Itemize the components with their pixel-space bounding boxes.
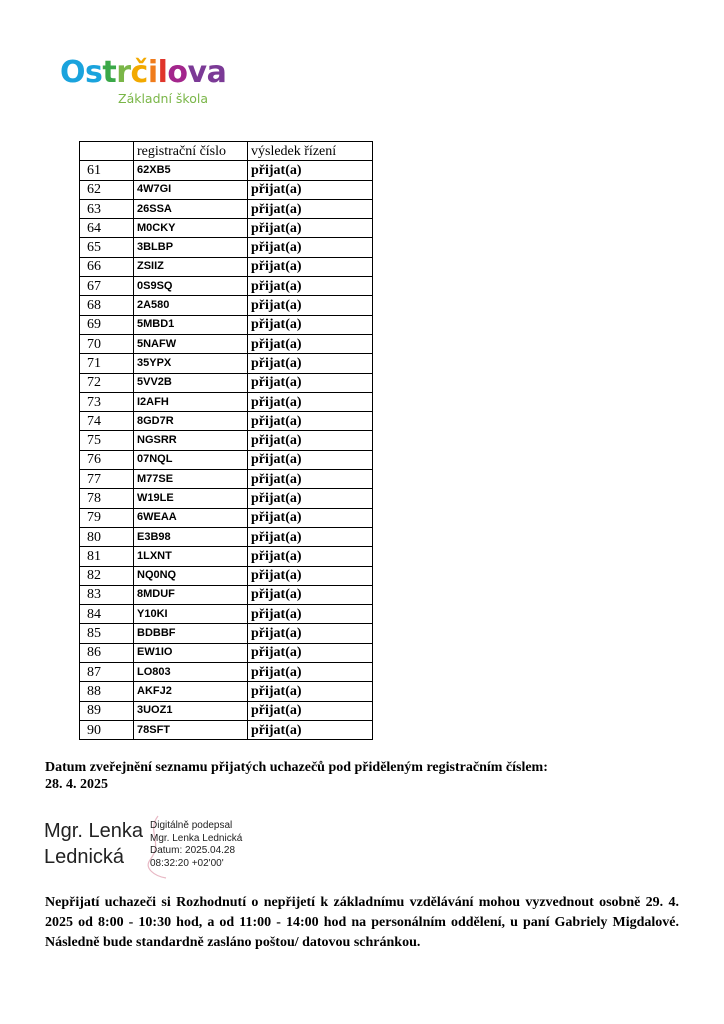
registration-code: 5NAFW [134,334,248,353]
table-row [80,585,373,604]
row-number: 85 [80,624,134,643]
row-number: 73 [80,392,134,411]
notice-paragraph: Nepřijatí uchazeči si Rozhodnutí o nepřijetí k základnímu vzdělávání mohou vyzvednout osobně 29. 4. 2025 od 8:00 - 10:30 hod, a od 11:00 - 14:00 hod na personálním oddělení, u paní Gabriely Migdalové. Následně bude standardně zasláno poštou/ datovou schránkou. [45,895,679,950]
registration-code: Y10KI [134,605,248,624]
column-header-result: výsledek řízení [248,142,373,161]
registration-code: 3UOZ1 [134,701,248,720]
table-row [80,354,373,373]
registration-code: 2A580 [134,296,248,315]
column-header-registration-number: registrační číslo [134,142,248,161]
logo-letter: o [167,55,188,90]
publication-label: Datum zveřejnění seznamu přijatých uchazečů pod přiděleným registračním číslem: [45,760,548,775]
table-row [80,566,373,585]
signature-detail-line: Datum: 2025.04.28 [150,845,236,856]
result: přijat(a) [248,199,373,218]
row-number: 82 [80,566,134,585]
result: přijat(a) [248,720,373,739]
result: přijat(a) [248,238,373,257]
row-number: 61 [80,161,134,180]
result: přijat(a) [248,508,373,527]
registration-code: NGSRR [134,431,248,450]
table-row [80,412,373,431]
result: přijat(a) [248,257,373,276]
logo-subtitle: Základní škola [118,91,208,106]
row-number: 79 [80,508,134,527]
row-number: 75 [80,431,134,450]
registration-code: 26SSA [134,199,248,218]
registration-code: 35YPX [134,354,248,373]
row-number: 87 [80,663,134,682]
table-row [80,431,373,450]
logo-letter: č [130,55,148,90]
result: přijat(a) [248,161,373,180]
registration-table [79,141,373,740]
logo-letter: s [85,55,103,90]
result: přijat(a) [248,566,373,585]
row-number: 67 [80,277,134,296]
result: přijat(a) [248,180,373,199]
table-row [80,277,373,296]
row-number: 71 [80,354,134,373]
result: přijat(a) [248,663,373,682]
result: přijat(a) [248,605,373,624]
table-row [80,605,373,624]
row-number: 64 [80,219,134,238]
table-row [80,334,373,353]
logo-letter: r [116,55,131,90]
table-row [80,663,373,682]
table-row [80,624,373,643]
logo-letter: O [60,55,86,90]
registration-code: 78SFT [134,720,248,739]
signature-details [150,820,242,870]
result: přijat(a) [248,373,373,392]
row-number: 88 [80,682,134,701]
signature-detail-line: 08:32:20 +02'00' [150,857,224,869]
registration-code: 8MDUF [134,585,248,604]
result: přijat(a) [248,296,373,315]
publication-block [45,759,548,793]
logo-letter: t [102,55,117,90]
table-row [80,450,373,469]
registration-code: 07NQL [134,450,248,469]
registration-code: 4W7GI [134,180,248,199]
result: přijat(a) [248,682,373,701]
result: přijat(a) [248,431,373,450]
row-number: 70 [80,334,134,353]
result: přijat(a) [248,527,373,546]
logo-letter: l [157,55,168,90]
registration-code: ZSIIZ [134,257,248,276]
result: přijat(a) [248,392,373,411]
school-logo [60,56,226,106]
result: přijat(a) [248,354,373,373]
table-row [80,489,373,508]
row-number: 81 [80,547,134,566]
row-number: 72 [80,373,134,392]
result: přijat(a) [248,315,373,334]
table-row [80,180,373,199]
registration-code: NQ0NQ [134,566,248,585]
registration-code: BDBBF [134,624,248,643]
row-number: 66 [80,257,134,276]
result: přijat(a) [248,470,373,489]
registration-code: M77SE [134,470,248,489]
row-number: 78 [80,489,134,508]
row-number: 90 [80,720,134,739]
result: přijat(a) [248,277,373,296]
logo-letter: v [187,55,207,90]
registration-code: 8GD7R [134,412,248,431]
result: přijat(a) [248,585,373,604]
registration-code: I2AFH [134,392,248,411]
logo-letter: a [206,55,227,90]
row-number: 74 [80,412,134,431]
result: přijat(a) [248,547,373,566]
table-row [80,315,373,334]
table-row [80,527,373,546]
registration-code: M0CKY [134,219,248,238]
row-number: 65 [80,238,134,257]
table-row [80,373,373,392]
row-number: 89 [80,701,134,720]
table-row [80,508,373,527]
row-number: 83 [80,585,134,604]
table-row [80,701,373,720]
result: přijat(a) [248,334,373,353]
row-number: 80 [80,527,134,546]
registration-code: 3BLBP [134,238,248,257]
result: přijat(a) [248,701,373,720]
table-row [80,547,373,566]
table-row [80,682,373,701]
logo-letter: i [147,55,158,90]
signer-name-line1: Mgr. Lenka [44,820,143,842]
registration-code: AKFJ2 [134,682,248,701]
table-row [80,238,373,257]
column-header-number [80,142,134,161]
signature-detail-line: Mgr. Lenka Lednická [150,832,243,844]
registration-code: 6WEAA [134,508,248,527]
signature-detail-line: Digitálně podepsal [150,820,233,831]
table-row [80,643,373,662]
table-row [80,470,373,489]
result: přijat(a) [248,412,373,431]
table-row [80,720,373,739]
row-number: 84 [80,605,134,624]
result: přijat(a) [248,643,373,662]
result: přijat(a) [248,489,373,508]
result: přijat(a) [248,624,373,643]
table-row [80,257,373,276]
signer-name-line2: Lednická [44,846,125,868]
table-header-row [80,142,373,161]
row-number: 62 [80,180,134,199]
digital-signature [44,818,243,870]
result: přijat(a) [248,219,373,238]
registration-code: 5MBD1 [134,315,248,334]
registration-code: 0S9SQ [134,277,248,296]
table-row [80,392,373,411]
registration-code: 1LXNT [134,547,248,566]
row-number: 86 [80,643,134,662]
logo-wordmark [60,56,226,90]
registration-code: EW1IO [134,643,248,662]
row-number: 69 [80,315,134,334]
table-row [80,296,373,315]
publication-date: 28. 4. 2025 [45,777,108,792]
row-number: 77 [80,470,134,489]
registration-code: LO803 [134,663,248,682]
registration-code: E3B98 [134,527,248,546]
table-row [80,219,373,238]
row-number: 76 [80,450,134,469]
row-number: 68 [80,296,134,315]
registration-code: W19LE [134,489,248,508]
table-row [80,161,373,180]
result: přijat(a) [248,450,373,469]
registration-code: 5VV2B [134,373,248,392]
registration-code: 62XB5 [134,161,248,180]
row-number: 63 [80,199,134,218]
table-row [80,199,373,218]
table-body [80,161,373,740]
